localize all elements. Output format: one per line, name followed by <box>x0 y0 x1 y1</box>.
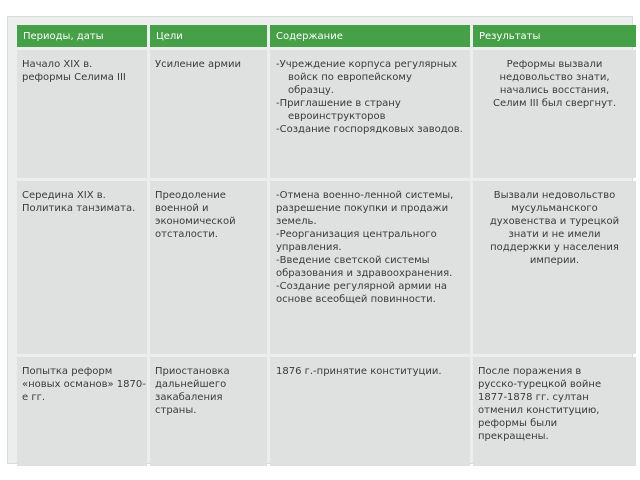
cell-line: духовенства и турецкой <box>489 216 620 227</box>
cell-line: Середина XIX в. <box>22 190 106 201</box>
cell-line: основе всеобщей повинности. <box>276 294 436 305</box>
cell-line: После поражения в <box>478 366 582 377</box>
cell-content <box>270 357 470 466</box>
cell-results <box>473 50 636 178</box>
cell-line: закабаления <box>155 392 223 403</box>
cell-line: Селим III был свергнут. <box>492 98 616 109</box>
cell-period <box>17 181 147 354</box>
header-results: Результаты <box>473 25 636 47</box>
table-row <box>17 357 636 466</box>
header-content: Содержание <box>270 25 470 47</box>
cell-line: 1876 г.-принятие конституции. <box>276 366 442 377</box>
cell-line: Попытка реформ <box>22 366 113 377</box>
cell-line: войск по европейскому <box>288 72 412 83</box>
cell-line: отменил конституцию, <box>478 405 600 416</box>
cell-goals <box>150 50 267 178</box>
header-periods: Периоды, даты <box>17 25 147 47</box>
cell-content <box>270 181 470 354</box>
cell-line: военной и <box>155 203 209 214</box>
reforms-table <box>14 22 639 469</box>
cell-line: отсталости. <box>155 229 218 240</box>
cell-line: Вызвали недовольство <box>493 190 616 201</box>
cell-line: прекращены. <box>478 431 549 442</box>
cell-line: -Введение светской системы <box>276 255 430 266</box>
header-goals: Цели <box>150 25 267 47</box>
cell-line: образцу. <box>288 85 334 96</box>
cell-line: управления. <box>276 242 342 253</box>
cell-goals <box>150 357 267 466</box>
cell-results <box>473 357 636 466</box>
cell-content <box>270 50 470 178</box>
cell-line: Начало XIX в. <box>22 59 93 70</box>
cell-line: разрешение покупки и продажи <box>276 203 449 214</box>
cell-line: образования и здравоохранения. <box>276 268 453 279</box>
cell-line: -Реорганизация центрального <box>276 229 437 240</box>
cell-line: Усиление армии <box>155 59 242 70</box>
cell-line: Реформы вызвали <box>506 59 603 70</box>
cell-line: страны. <box>155 405 197 416</box>
cell-line: -Приглашение в страну <box>276 98 401 109</box>
cell-results <box>473 181 636 354</box>
cell-line: начались восстания, <box>499 85 610 96</box>
cell-period <box>17 50 147 178</box>
cell-line: недовольство знати, <box>499 72 610 83</box>
cell-line: империи. <box>529 255 580 266</box>
cell-line: Политика танзимата. <box>22 203 136 214</box>
cell-line: -Отмена военно-ленной системы, <box>276 190 454 201</box>
table-row <box>17 50 636 178</box>
cell-line: Приостановка <box>155 366 230 377</box>
cell-line: поддержки у населения <box>490 242 619 253</box>
cell-line: знати и не имели <box>508 229 601 240</box>
table-row <box>17 181 636 354</box>
cell-line: реформы были <box>478 418 558 429</box>
cell-line: -Учреждение корпуса регулярных <box>276 59 458 70</box>
cell-line: евроинструкторов <box>288 111 386 122</box>
cell-line: 1877-1878 гг. султан <box>478 392 589 403</box>
cell-line: -Создание регулярной армии на <box>276 281 448 292</box>
cell-line: русско-турецкой войне <box>478 379 602 390</box>
cell-period <box>17 357 147 466</box>
cell-line: Преодоление <box>155 190 226 201</box>
cell-line: земель. <box>276 216 317 227</box>
table-header-row <box>17 25 636 47</box>
cell-line: реформы Селима III <box>22 72 126 83</box>
cell-line: дальнейшего <box>155 379 227 390</box>
cell-line: мусульманского <box>511 203 598 214</box>
cell-line: экономической <box>155 216 236 227</box>
cell-line: е гг. <box>22 392 46 403</box>
cell-line: «новых османов» 1870- <box>22 379 146 390</box>
cell-goals <box>150 181 267 354</box>
cell-line: -Создание госпорядковых заводов. <box>276 124 463 135</box>
